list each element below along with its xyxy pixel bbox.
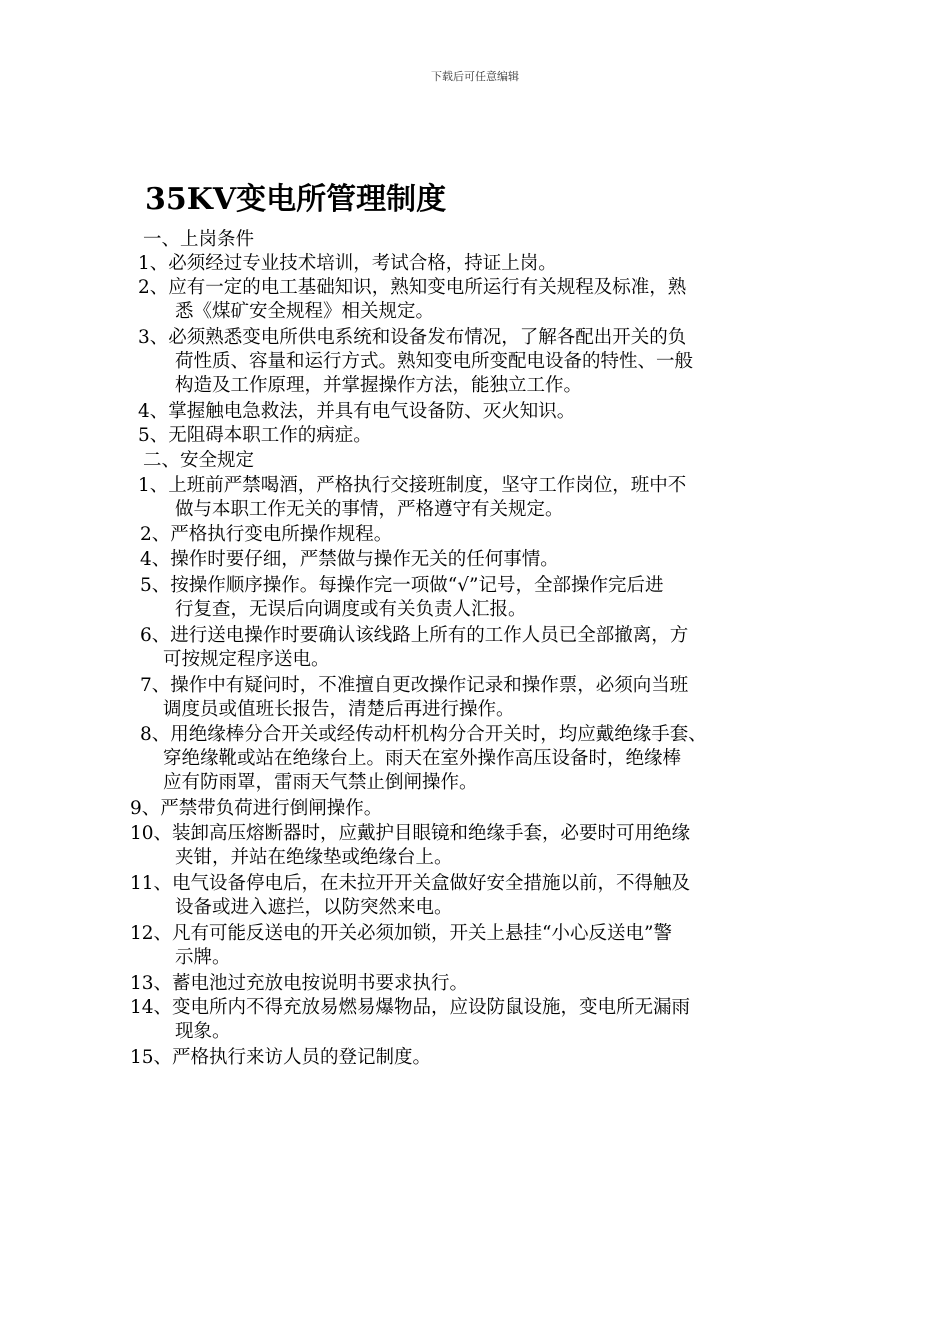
- list-item-continuation: 示牌。: [175, 947, 231, 968]
- list-item-continuation: 悉《煤矿安全规程》相关规定。: [175, 301, 435, 322]
- list-item: 8、用绝缘棒分合开关或经传动杆机构分合开关时，均应戴绝缘手套、: [140, 724, 707, 745]
- list-item-continuation: 应有防雨罩，雷雨天气禁止倒闸操作。: [163, 772, 478, 793]
- list-item: 3、必须熟悉变电所供电系统和设备发布情况，了解各配出开关的负: [138, 327, 687, 348]
- list-item: 9、严禁带负荷进行倒闸操作。: [130, 798, 383, 819]
- list-item: 1、上班前严禁喝酒，严格执行交接班制度，坚守工作岗位，班中不: [138, 475, 687, 496]
- list-item: 11、电气设备停电后，在未拉开开关盒做好安全措施以前，不得触及: [130, 873, 691, 894]
- list-item: 2、严格执行变电所操作规程。: [140, 524, 393, 545]
- list-item-continuation: 荷性质、容量和运行方式。熟知变电所变配电设备的特性、一般: [175, 351, 694, 372]
- document-title: 35KV变电所管理制度: [145, 182, 447, 217]
- list-item: 12、凡有可能反送电的开关必须加锁，开关上悬挂“小心反送电”警: [130, 923, 672, 944]
- list-item-continuation: 穿绝缘靴或站在绝缘台上。雨天在室外操作高压设备时，绝缘棒: [163, 748, 682, 769]
- list-item: 5、按操作顺序操作。每操作完一项做“√”记号，全部操作完后进: [140, 575, 664, 596]
- list-item-continuation: 现象。: [175, 1021, 231, 1042]
- list-item-continuation: 做与本职工作无关的事情，严格遵守有关规定。: [175, 499, 564, 520]
- list-item-continuation: 设备或进入遮拦，以防突然来电。: [175, 897, 453, 918]
- list-item: 4、操作时要仔细，严禁做与操作无关的任何事情。: [140, 549, 559, 570]
- list-item-continuation: 行复查，无误后向调度或有关负责人汇报。: [175, 599, 527, 620]
- section-heading: 一、上岗条件: [143, 229, 255, 250]
- list-item: 6、进行送电操作时要确认该线路上所有的工作人员已全部撤离，方: [140, 625, 689, 646]
- list-item: 7、操作中有疑问时，不准擅自更改操作记录和操作票，必须向当班: [140, 675, 689, 696]
- list-item: 4、掌握触电急救法，并具有电气设备防、灭火知识。: [138, 401, 576, 422]
- list-item-continuation: 可按规定程序送电。: [163, 649, 330, 670]
- list-item: 2、应有一定的电工基础知识，熟知变电所运行有关规程及标准，熟: [138, 277, 687, 298]
- list-item: 14、变电所内不得充放易燃易爆物品，应设防鼠设施，变电所无漏雨: [130, 997, 691, 1018]
- list-item-continuation: 夹钳，并站在绝缘垫或绝缘台上。: [175, 847, 453, 868]
- list-item: 1、必须经过专业技术培训，考试合格，持证上岗。: [138, 253, 557, 274]
- list-item: 13、蓄电池过充放电按说明书要求执行。: [130, 973, 469, 994]
- list-item: 10、装卸高压熔断器时，应戴护目眼镜和绝缘手套，必要时可用绝缘: [130, 823, 691, 844]
- list-item: 15、严格执行来访人员的登记制度。: [130, 1047, 432, 1068]
- list-item-continuation: 构造及工作原理，并掌握操作方法，能独立工作。: [175, 375, 583, 396]
- list-item: 5、无阻碍本职工作的病症。: [138, 425, 372, 446]
- header-note: 下载后可任意编辑: [431, 70, 519, 83]
- section-heading: 二、安全规定: [143, 450, 255, 471]
- list-item-continuation: 调度员或值班长报告，清楚后再进行操作。: [163, 699, 515, 720]
